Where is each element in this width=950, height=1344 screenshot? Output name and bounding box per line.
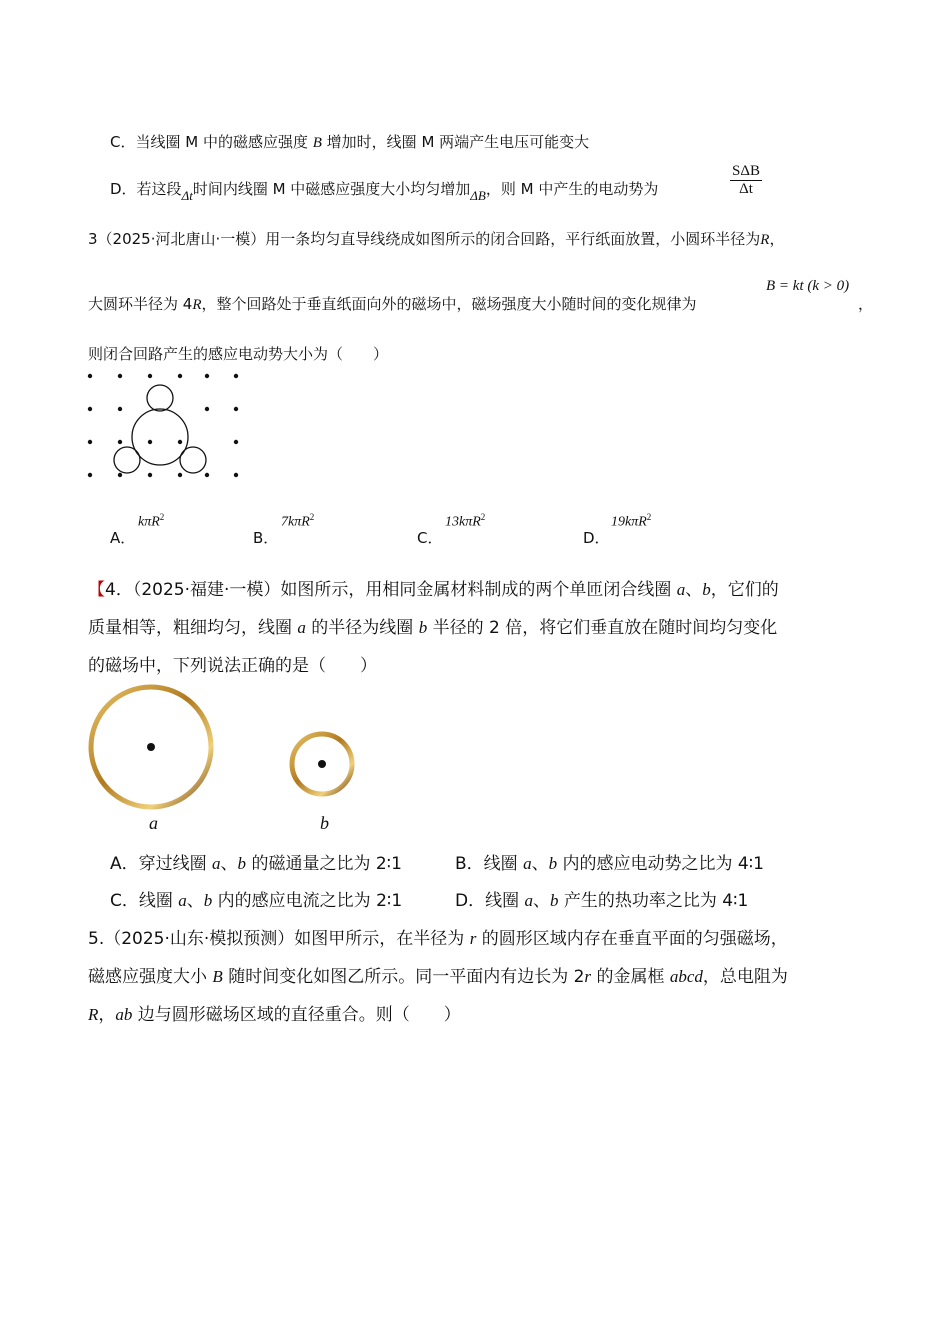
q3-option-b-expr: 7kπR$^2$: [281, 512, 315, 530]
q3-option-c-expr: 13kπR$^2$: [445, 512, 486, 530]
coil-b-center-dot: [318, 760, 326, 768]
q3-loop-figure: [80, 364, 250, 494]
small-loop-top: [147, 385, 173, 411]
q3-option-c-label: C．: [417, 529, 443, 547]
field-formula: B = kt (k > 0): [766, 278, 850, 294]
coil-a-center-dot: [147, 743, 155, 751]
q3-option-d-expr: 19kπR$^2$: [611, 512, 652, 530]
red-bracket: 【: [88, 580, 105, 600]
q3-option-b-label: B．: [253, 529, 279, 547]
delta-t-symbol: Δt: [181, 188, 193, 203]
small-loop-right: [180, 447, 206, 473]
q4-option-b: B．线圈 a、b 内的感应电动势之比为 4∶1: [455, 854, 764, 874]
large-loop: [132, 409, 188, 465]
emf-fraction: SΔB Δt: [732, 163, 760, 197]
q5-stem-line2: 磁感应强度大小 B 随时间变化如图乙所示。同一平面内有边长为 2r 的金属框 abcd，总电阻为: [88, 967, 788, 987]
q3-option-a-label: A．: [110, 529, 136, 547]
q4-stem-line1: 【4．（2025·福建·一模）如图所示，用相同金属材料制成的两个单匝闭合线圈 a、b，它们的: [88, 580, 779, 600]
coil-b-label: b: [320, 813, 329, 833]
q3-option-a-expr: kπR$^2$: [138, 512, 165, 530]
q4-option-a: A．穿过线圈 a、b 的磁通量之比为 2∶1: [110, 854, 402, 874]
q4-coil-figure: [80, 680, 380, 840]
q3-formula-comma: ，: [858, 295, 874, 313]
q4-stem-line3: 的磁场中，下列说法正确的是（ ）: [88, 656, 377, 676]
q3-stem-line1: 3（2025·河北唐山·一模）用一条均匀直导线绕成如图所示的闭合回路，平行纸面放置，小圆环半径为R，: [88, 230, 785, 248]
q2-option-d: D．若这段Δt时间内线圈 M 中磁感应强度大小均匀增加ΔB，则 M 中产生的电动势为: [110, 180, 659, 203]
q2-option-c: C．当线圈 M 中的磁感应强度 B 增加时，线圈 M 两端产生电压可能变大: [110, 133, 590, 151]
q4-stem-line2: 质量相等，粗细均匀，线圈 a 的半径为线圈 b 半径的 2 倍，将它们垂直放在随时间均匀变化: [88, 618, 778, 638]
field-dots: [88, 374, 238, 477]
q3-option-d-label: D．: [583, 529, 610, 547]
delta-b-symbol: ΔB: [470, 188, 486, 203]
q4-option-c: C．线圈 a、b 内的感应电流之比为 2∶1: [110, 891, 403, 911]
small-loop-left: [114, 447, 140, 473]
q3-stem-line3: 则闭合回路产生的感应电动势大小为（ ）: [88, 345, 389, 363]
q5-stem-line3: R，ab 边与圆形磁场区域的直径重合。则（ ）: [88, 1005, 461, 1025]
q3-stem-line2: 大圆环半径为 4R，整个回路处于垂直纸面向外的磁场中，磁场强度大小随时间的变化规律为: [88, 295, 697, 313]
q5-stem-line1: 5.（2025·山东·模拟预测）如图甲所示，在半径为 r 的圆形区域内存在垂直平面的匀强磁场，: [88, 929, 788, 949]
q4-option-d: D．线圈 a、b 产生的热功率之比为 4∶1: [455, 891, 749, 911]
coil-a-label: a: [149, 813, 158, 833]
